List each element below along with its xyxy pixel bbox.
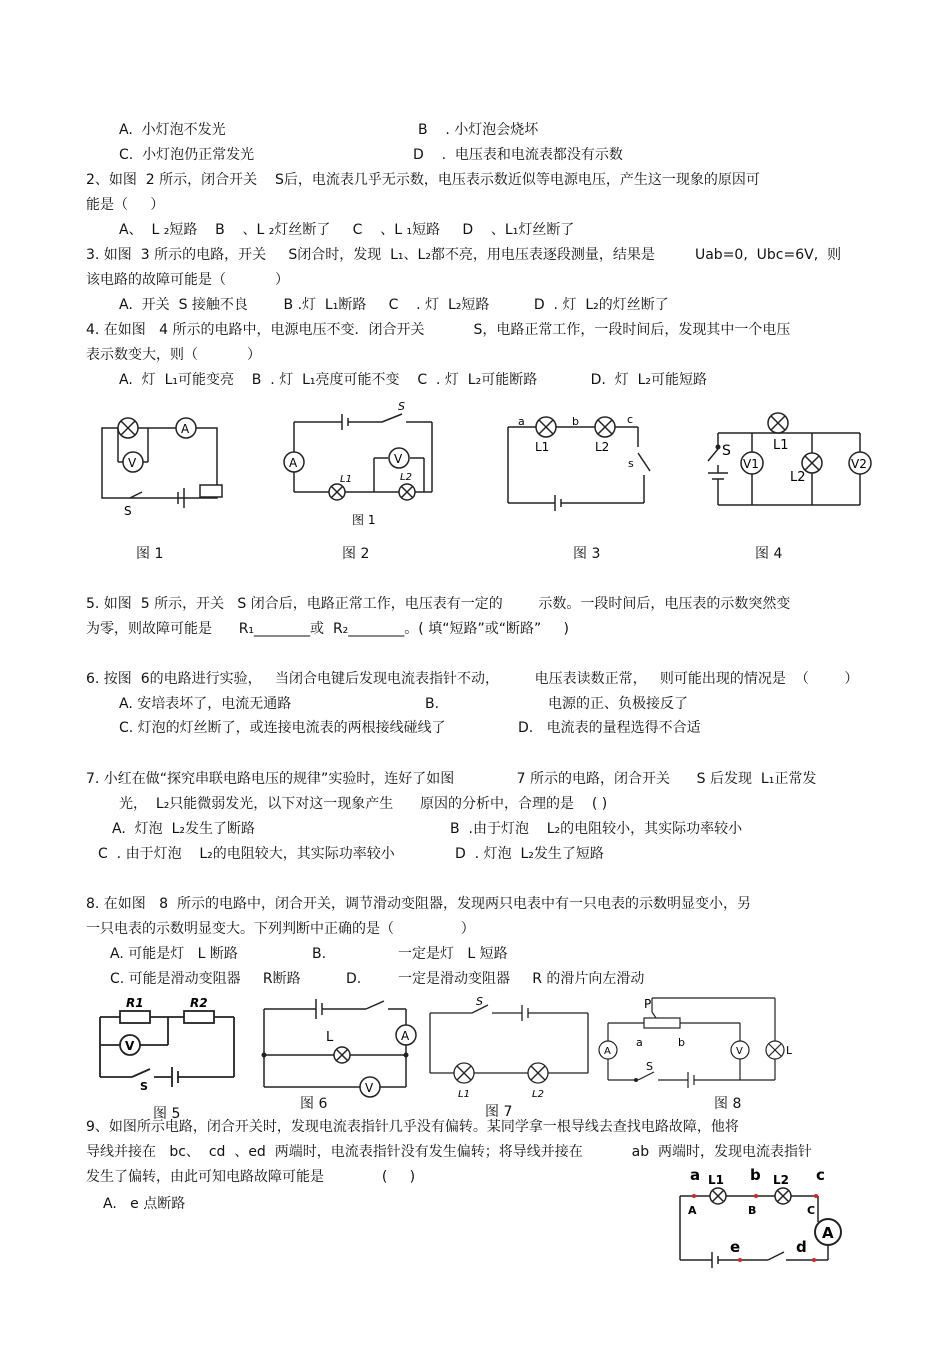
figure-7-caption: 图 7 <box>485 1104 513 1120</box>
q1-option-a: A. 小灯泡不发光 <box>119 122 226 138</box>
q3-stem-line2: 该电路的故障可能是（ ） <box>86 272 289 288</box>
q1-option-b: B . 小灯泡会烧坏 <box>418 122 539 138</box>
fig5-r1-label: R1 <box>126 996 144 1010</box>
figure-5-circuit <box>92 995 242 1093</box>
q9-stem-line3: 发生了偏转，由此可知电路故障可能是 ( ) <box>86 1169 416 1185</box>
fig1-switch-label: S <box>124 504 132 518</box>
fig1-ammeter-label: A <box>181 422 190 436</box>
q3-options: A. 开关 S 接触不良 B .灯 L₁断路 C . 灯 L₂短路 D . 灯 L₂的灯丝断了 <box>119 297 669 313</box>
q7-stem-line2: 光， L₂只能微弱发光，以下对这一现象产生 原因的分析中，合理的是 ( ) <box>119 796 608 812</box>
fig4-v2-label: V2 <box>851 457 867 471</box>
q7-option-c: C . 由于灯泡 L₂的电阻较大，其实际功率较小 <box>98 846 395 862</box>
figure-1-circuit <box>90 400 240 525</box>
q2-stem-line2: 能是（ ） <box>86 197 165 213</box>
q6-option-c: C. 灯泡的灯丝断了，或连接电流表的两根接线碰线了 <box>119 720 446 736</box>
fig6-voltmeter-label: V <box>365 1081 374 1095</box>
q6-option-d: D. 电流表的量程选得不合适 <box>518 720 701 736</box>
fig6-ammeter-label: A <box>401 1029 410 1043</box>
q5-stem-line2: 为零，则故障可能是 R₁________或 R₂________。( 填“短路”或“断路” ) <box>86 621 569 637</box>
fig5-voltmeter-label: V <box>125 1039 135 1053</box>
fig9-point-a: a <box>690 1166 701 1184</box>
fig9-point-c: c <box>816 1166 825 1184</box>
q9-option-a: A. e 点断路 <box>103 1196 186 1212</box>
fig9-ammeter-label: A <box>822 1224 834 1242</box>
figure-8-circuit <box>600 992 793 1092</box>
fig2-l1-label: L1 <box>340 474 352 485</box>
fig5-r2-label: R2 <box>190 996 208 1010</box>
fig2-inner-caption: 图 1 <box>352 513 376 527</box>
figure-3-circuit <box>500 405 670 515</box>
q1-option-d: D . 电压表和电流表都没有示数 <box>413 147 623 163</box>
fig9-node-c: C <box>807 1204 816 1217</box>
q8-option-d-letter: D. <box>346 971 362 987</box>
fig5-switch-label: S <box>140 1080 148 1093</box>
q8-stem-line2: 一只电表的示数明显变大。下列判断中正确的是（ ） <box>86 921 475 937</box>
fig9-l1-label: L1 <box>708 1173 724 1187</box>
q4-stem-line2: 表示数变大，则（ ） <box>86 347 261 363</box>
fig4-l2-label: L2 <box>790 470 806 485</box>
fig8-ammeter-label: A <box>604 1046 611 1057</box>
fig8-switch-label: S <box>646 1060 653 1073</box>
q4-options: A. 灯 L₁可能变亮 B . 灯 L₁亮度可能不变 C . 灯 L₂可能断路 D. 灯 L₂可能短路 <box>119 372 708 388</box>
figure-1-caption: 图 1 <box>136 546 164 562</box>
fig7-switch-label: S <box>476 995 483 1008</box>
figure-2-caption: 图 2 <box>342 546 370 562</box>
q8-option-b-letter: B. <box>312 946 327 962</box>
fig8-voltmeter-label: V <box>736 1046 743 1057</box>
fig9-point-d: d <box>796 1238 807 1256</box>
fig9-node-b: B <box>748 1204 757 1217</box>
q6-option-b-letter: B. <box>425 696 440 712</box>
fig6-lamp-label: L <box>326 1030 334 1045</box>
figure-9-circuit <box>670 1160 860 1280</box>
q7-option-b: B .由于灯泡 L₂的电阻较小，其实际功率较小 <box>450 821 743 837</box>
q7-stem-line1: 7. 小红在做“探究串联电路电压的规律”实验时，连好了如图 7 所示的电路，闭合开关 S 后发现 L₁正常发 <box>86 771 817 787</box>
fig7-l2-label: L2 <box>532 1089 544 1100</box>
q6-option-a: A. 安培表坏了，电流无通路 <box>119 696 292 712</box>
q5-stem-line1: 5. 如图 5 所示，开关 S 闭合后，电路正常工作，电压表有一定的 示数。一段时间后，电压表的示数突然变 <box>86 596 791 612</box>
fig9-point-e: e <box>730 1238 741 1256</box>
q7-option-a: A. 灯泡 L₂发生了断路 <box>112 821 255 837</box>
q8-option-b-text: 一定是灯 L 短路 <box>398 946 508 962</box>
fig3-point-b: b <box>572 415 579 428</box>
figure-4-circuit <box>700 405 880 515</box>
fig8-slider-label: P <box>644 997 652 1011</box>
figure-2-circuit <box>282 400 442 530</box>
fig3-l2-label: L2 <box>595 440 610 454</box>
fig2-ammeter-label: A <box>289 456 298 470</box>
q8-stem-line1: 8. 在如图 8 所示的电路中，闭合开关，调节滑动变阻器，发现两只电表中有一只电表的示数明显变小，另 <box>86 896 751 912</box>
figure-3-caption: 图 3 <box>573 546 601 562</box>
figure-6-circuit <box>256 995 416 1115</box>
figure-4-caption: 图 4 <box>755 546 783 562</box>
fig4-switch-label: S <box>722 443 731 459</box>
fig1-voltmeter-label: V <box>128 456 137 470</box>
q6-option-b-text: 电源的正、负极接反了 <box>548 696 688 712</box>
fig8-lamp-label: L <box>786 1044 793 1057</box>
figure-5-caption: 图 5 <box>153 1106 181 1122</box>
q9-stem-line2: 导线并接在 bc、 cd 、ed 两端时，电流表指针没有发生偏转；将导线并接在 ab 两端时，发现电流表指针 <box>86 1144 813 1160</box>
fig9-point-b: b <box>750 1166 761 1184</box>
fig7-l1-label: L1 <box>458 1089 470 1100</box>
q8-option-d-text: 一定是滑动变阻器 R 的滑片向左滑动 <box>398 971 645 987</box>
q1-option-c: C. 小灯泡仍正常发光 <box>119 147 255 163</box>
fig3-point-a: a <box>518 415 525 428</box>
q8-option-c: C. 可能是滑动变阻器 R断路 <box>110 971 301 987</box>
q9-stem-line1: 9、如图所示电路，闭合开关时，发现电流表指针几乎没有偏转。某同学拿一根导线去查找电路故障，他将 <box>86 1119 739 1135</box>
q8-option-a: A. 可能是灯 L 断路 <box>110 946 238 962</box>
fig3-point-c: c <box>627 413 634 426</box>
fig8-terminal-b: b <box>678 1036 685 1049</box>
q4-stem-line1: 4. 在如图 4 所示的电路中，电源电压不变．闭合开关 S，电路正常工作，一段时间后，发现其中一个电压 <box>86 322 791 338</box>
fig2-l2-label: L2 <box>400 472 412 483</box>
figure-8-caption: 图 8 <box>714 1096 742 1112</box>
q7-option-d: D . 灯泡 L₂发生了短路 <box>455 846 604 862</box>
fig2-switch-label: S <box>398 400 405 413</box>
q2-stem-line1: 2、如图 2 所示，闭合开关 S后，电流表几乎无示数，电压表示数近似等电源电压，产生这一现象的原因可 <box>86 172 760 188</box>
figure-6-caption: 图 6 <box>300 1096 328 1112</box>
q3-stem-line1: 3. 如图 3 所示的电路，开关 S闭合时，发现 L₁、L₂都不亮，用电压表逐段测量，结果是 Uab=0, Ubc=6V, 则 <box>86 247 842 263</box>
fig9-l2-label: L2 <box>773 1173 789 1187</box>
q2-options: A、 L ₂短路 B 、L ₂灯丝断了 C 、L ₁短路 D 、L₁灯丝断了 <box>119 222 575 238</box>
fig9-node-a: A <box>688 1204 697 1217</box>
fig3-switch-label: s <box>628 457 634 470</box>
fig4-v1-label: V1 <box>743 457 759 471</box>
fig2-voltmeter-label: V <box>394 452 403 466</box>
fig8-terminal-a: a <box>636 1036 643 1049</box>
figure-7-circuit <box>424 995 594 1100</box>
fig4-l1-label: L1 <box>773 438 789 453</box>
q6-stem: 6. 按图 6的电路进行实验， 当闭合电键后发现电流表指针不动， 电压表读数正常， 则可能出现的情况是 （ ） <box>86 671 859 687</box>
fig3-l1-label: L1 <box>535 440 550 454</box>
